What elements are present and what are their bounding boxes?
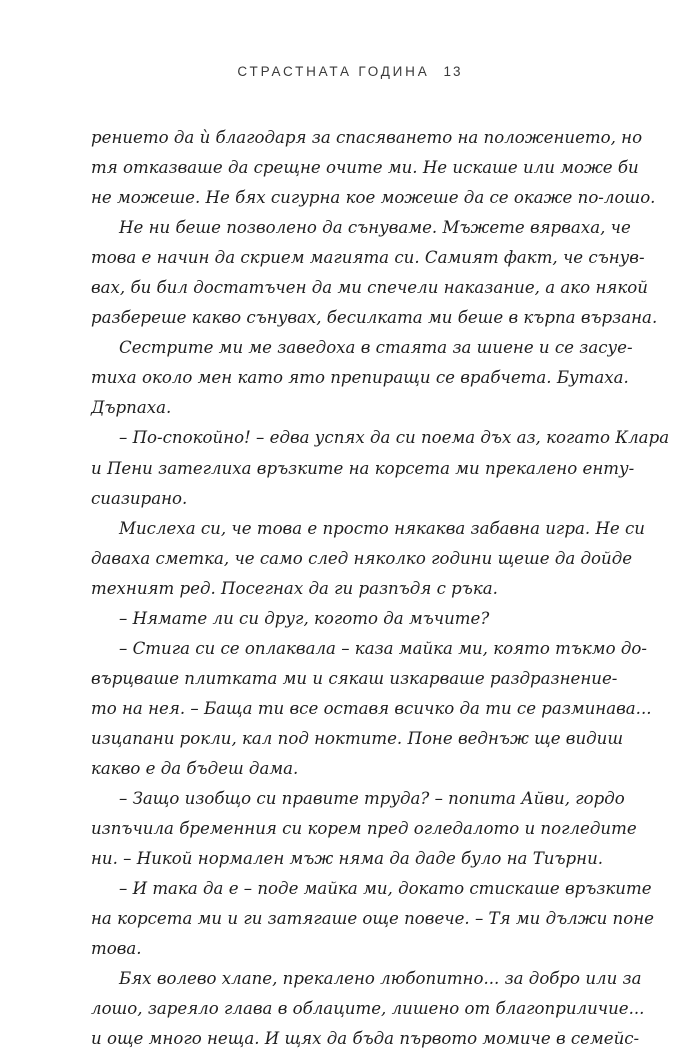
text-line: Не ни беше позволено да сънуваме. Мъжете вярваха, че <box>119 218 631 238</box>
text-line: вах, би бил достатъчен да ми спечели наказание, а ако някой <box>91 278 648 298</box>
text-line: това е начин да скрием магията си. Самият факт, че сънув- <box>91 248 645 268</box>
text-line: то на нея. – Баща ти все оставя всичко да ти се разминава... <box>91 698 652 718</box>
text-line: ни. – Никой нормален мъж няма да даде було на Тиърни. <box>91 849 604 869</box>
text-line: – Стига си се оплаквала – каза майка ми, която тъкмо до- <box>119 638 647 658</box>
text-line: – Нямате ли си друг, когото да мъчите? <box>119 608 490 628</box>
text-line: това. <box>91 939 142 959</box>
text-line: и още много неща. И щях да бъда първото момиче в семейс- <box>91 1029 640 1049</box>
text-line: Бях волево хлапе, прекалено любопитно... за добро или за <box>119 969 642 989</box>
text-line: даваха сметка, че само след няколко години щеше да дойде <box>91 548 633 568</box>
text-line: – И така да е – поде майка ми, докато стискаше връзките <box>119 879 652 899</box>
text-line: – Защо изобщо си правите труда? – попита Айви, гордо <box>119 789 625 809</box>
text-line: на корсета ми и ги затягаше още повече. – Тя ми дължи поне <box>91 909 654 929</box>
text-line: сиазирано. <box>91 488 188 508</box>
text-line: – По-спокойно! – едва успях да си поема дъх аз, когато Клара <box>119 428 670 448</box>
text-line: върцваше плитката ми и сякаш изкарваше раздразнение- <box>91 668 618 688</box>
running-head <box>0 64 700 79</box>
running-head-title: СТРАСТНАТА ГОДИНА <box>237 64 430 79</box>
text-line: лошо, зареяло глава в облаците, лишено от благоприличие... <box>91 999 645 1019</box>
text-line: изпъчила бременния си корем пред огледалото и погледите <box>91 819 637 839</box>
page-number: 13 <box>443 64 463 79</box>
text-line: техният ред. Посегнах да ги разпъдя с ръка. <box>91 578 498 598</box>
text-line: тя отказваше да срещне очите ми. Не искаше или може би <box>91 158 639 178</box>
text-line: разбереше какво сънувах, бесилката ми беше в кърпа вързана. <box>91 308 658 328</box>
text-line: изцапани рокли, кал под ноктите. Поне веднъж ще видиш <box>91 728 624 748</box>
text-line: тиха около мен като ято препиращи се врабчета. Бутаха. <box>91 368 629 388</box>
text-line: Мислеха си, че това е просто някаква забавна игра. Не си <box>119 518 645 538</box>
text-line: какво е да бъдеш дама. <box>91 758 299 778</box>
text-line: не можеше. Не бях сигурна кое можеше да се окаже по-лошо. <box>91 188 656 208</box>
text-line: рението да ѝ благодаря за спасяването на положението, но <box>91 128 643 147</box>
body-text <box>91 123 670 1054</box>
text-line: Дърпаха. <box>91 398 172 418</box>
text-line: и Пени затеглиха връзките на корсета ми прекалено енту- <box>91 458 635 478</box>
text-line: Сестрите ми ме заведоха в стаята за шиене и се засуе- <box>119 338 633 358</box>
